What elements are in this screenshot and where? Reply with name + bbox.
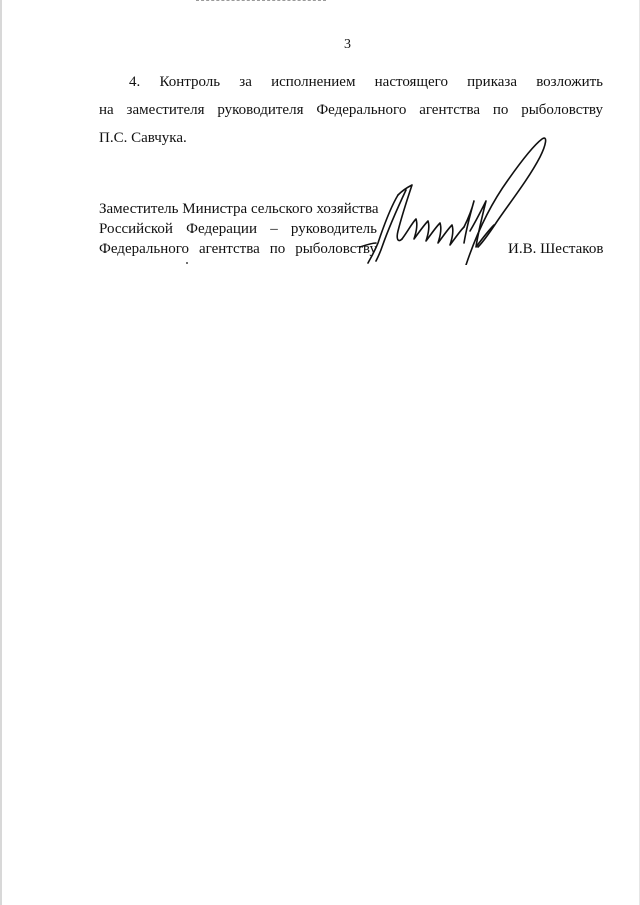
scan-top-dashed-line [196,0,326,3]
paragraph-line: на заместителя руководителя Федерального агентства по рыболовству [99,102,603,118]
position-line: Российской Федерации – руководитель [99,221,377,237]
position-line: Федерального агентства по рыболовству [99,241,377,257]
paragraph-line: П.С. Савчука. [99,130,187,146]
signatory-position [99,199,377,259]
scan-left-edge [0,0,2,905]
scan-speck [186,262,188,264]
signer-name: И.В. Шестаков [508,241,604,257]
paragraph-line: 4. Контроль за исполнением настоящего приказа возложить [129,74,603,90]
position-line: Заместитель Министра сельского хозяйства [99,201,379,217]
page-number: 3 [344,37,351,52]
